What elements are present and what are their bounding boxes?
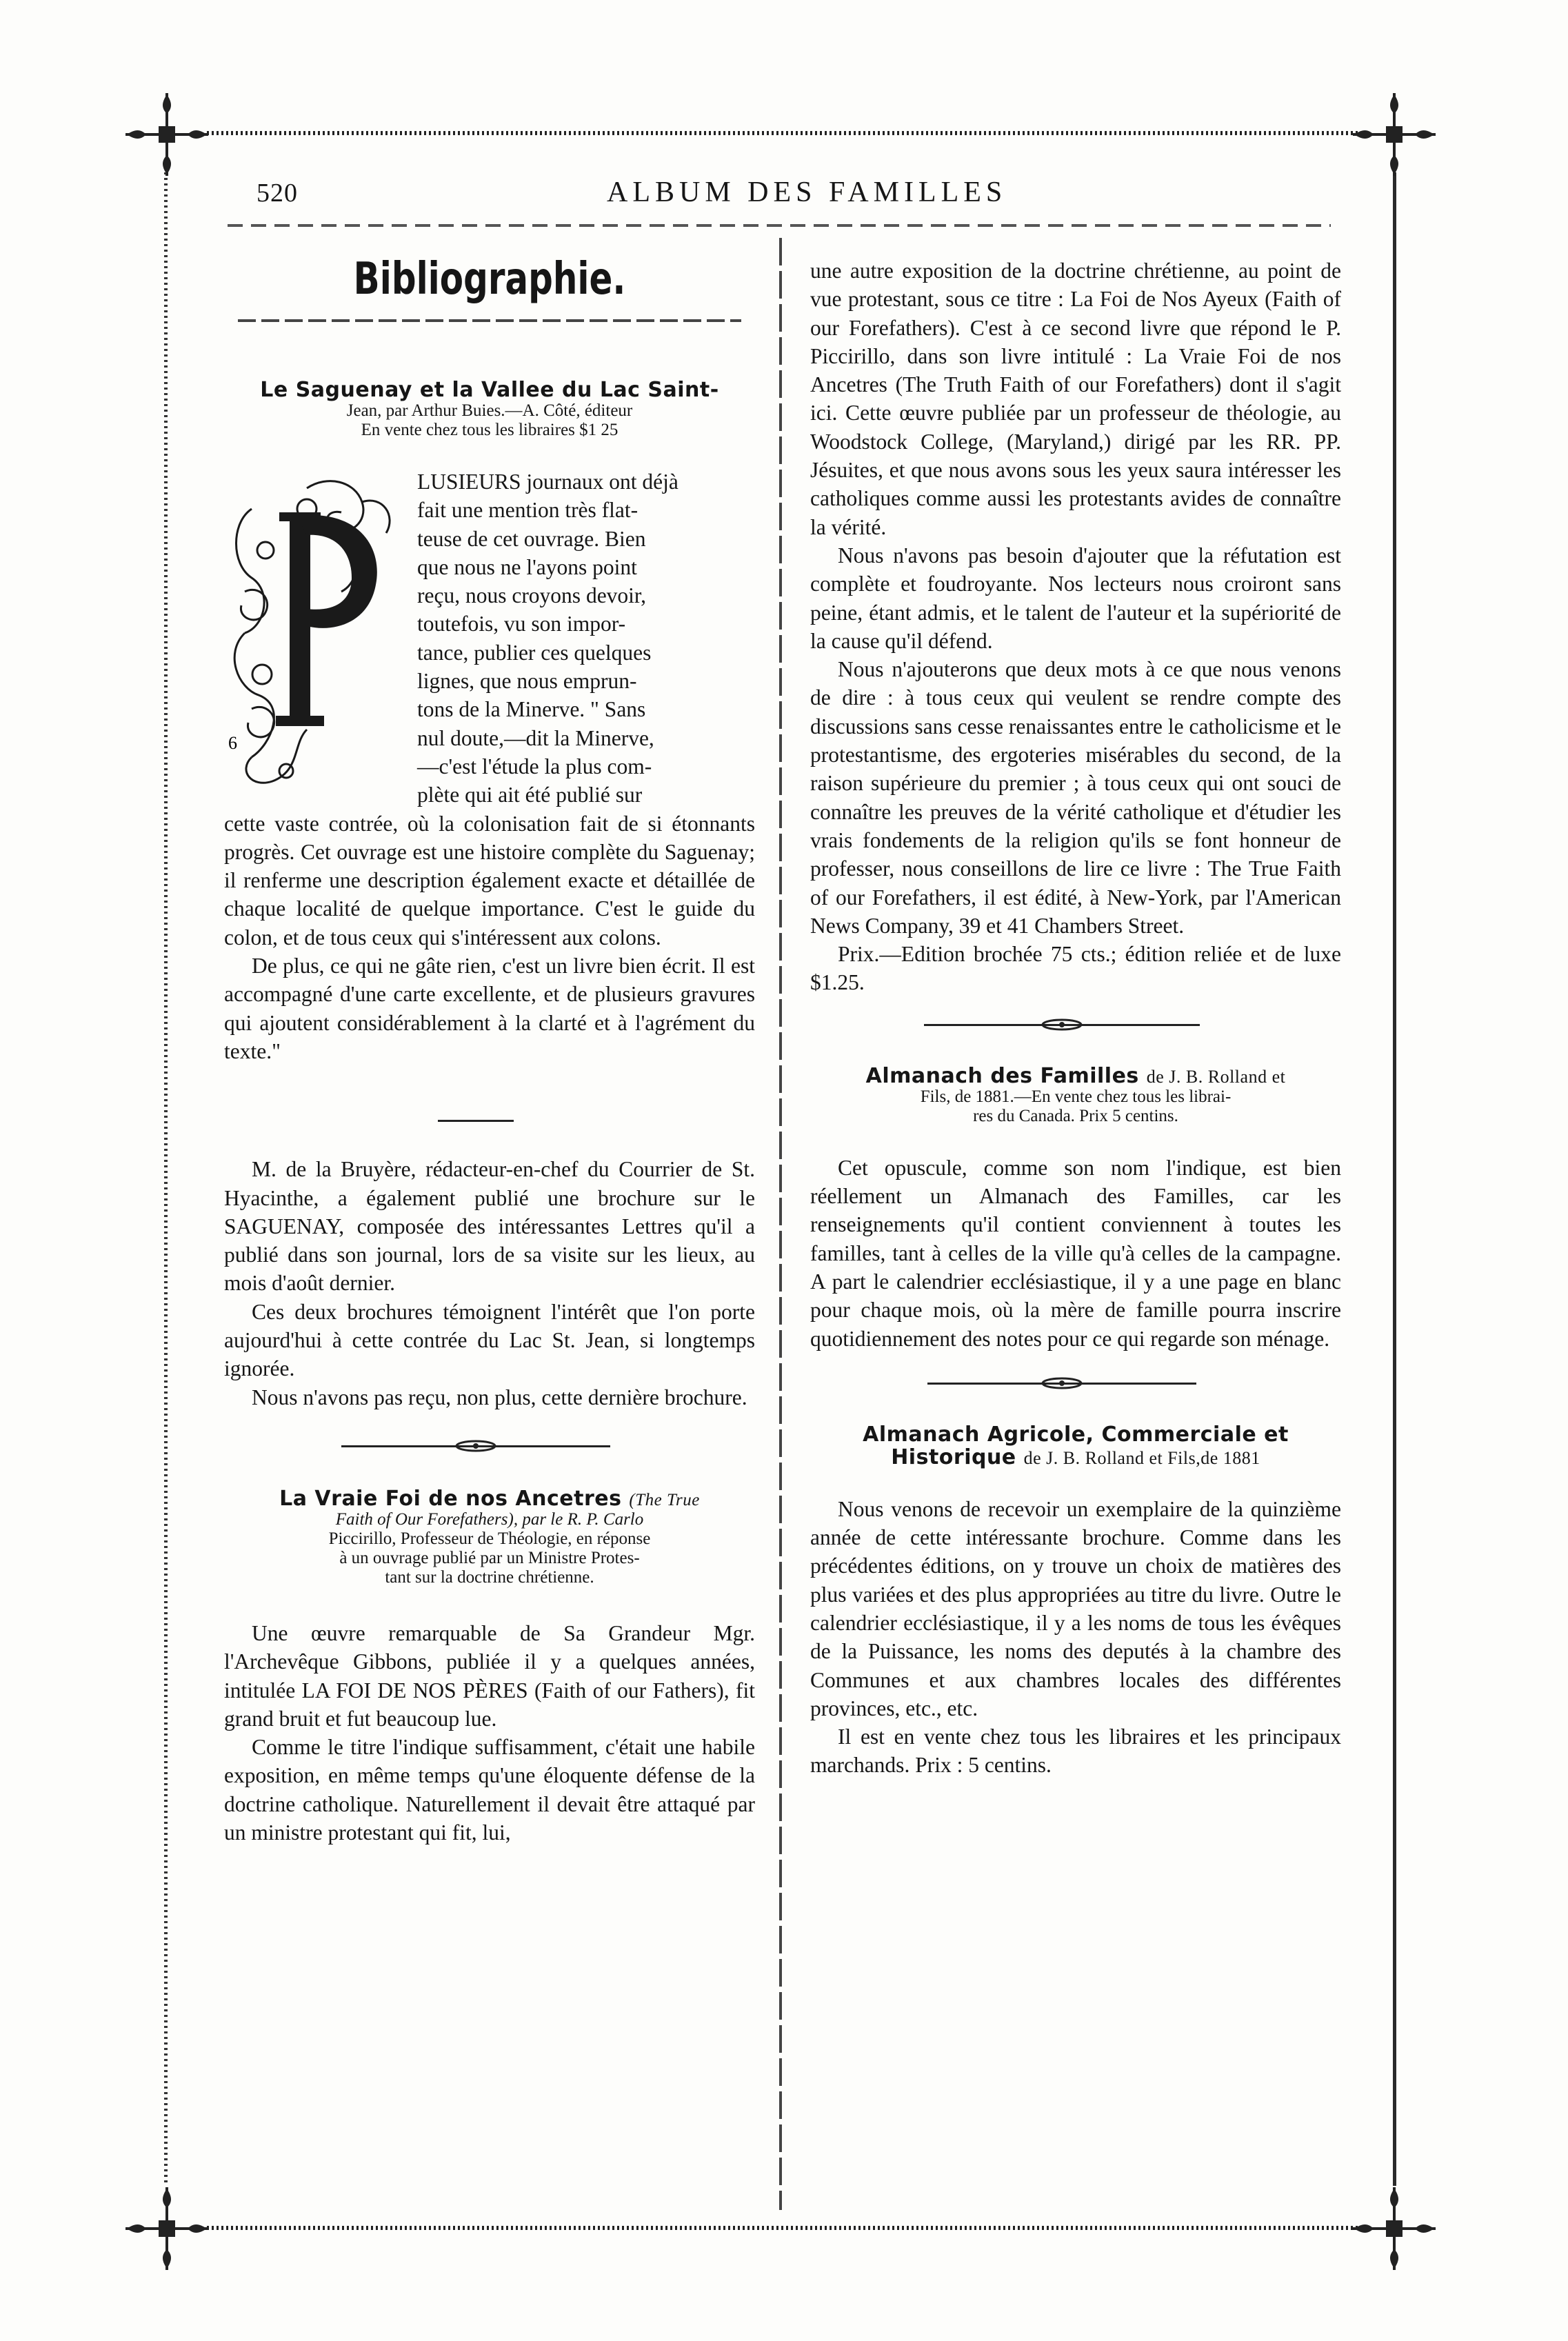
corner-ornament-icon [125,93,208,176]
running-title: ALBUM DES FAMILLES [607,177,1007,208]
text-line: lignes, que nous emprun- [417,669,637,694]
entry-title: La Vraie Foi de nos Ancetres (The True [279,1486,700,1511]
text-line: reçu, nous croyons devoir, [417,583,647,608]
right-column [810,257,1341,1780]
frame-top-rule [207,131,1365,135]
entry-subtitle: tant sur la doctrine chrétienne. [385,1567,594,1587]
entry-saguenay [224,379,755,440]
entry-subtitle: Fils, de 1881.—En vente chez tous les librai- [920,1087,1232,1106]
entry-title: Historique de J. B. Rolland et Fils,de 1881 [891,1445,1260,1469]
text-line: tons de la Minerve. " Sans [417,697,646,722]
paragraph: Nous venons de recevoir un exemplaire de la quinzième année de cette intéressante brochure. Comme dans les précédentes éditions, on y trouve un choix de matières des plus variées et des plus appropriées au titre du livre. Outre le calendrier ecclésiastique, il y a les noms de tous les évêques de la Puissance, les noms des deputés à la chambre des Communes et aux chambres locales des différentes provinces, etc., etc. [810,1496,1341,1720]
knot-ornament-icon [1041,1018,1083,1031]
review-saguenay [224,468,755,1065]
paragraph: Une œuvre remarquable de Sa Grandeur Mgr. l'Archevêque Gibbons, publiée il y a quelques années, intitulée LA FOI DE NOS PÈRES (Faith of our Fathers), fit grand bruit et fut beaucoup lue. [224,1620,755,1731]
entry-subtitle: Faith of Our Forefathers), par le R. P. Carlo [335,1509,644,1529]
entry-title: Almanach Agricole, Commerciale et [863,1422,1289,1447]
paragraph: De plus, ce qui ne gâte rien, c'est un livre bien écrit. Il est accompagné d'une carte excellente, et de plusieurs gravures qui ajoutent considérablement à la clarté et à l'agrément du texte." [224,954,755,1063]
separator [224,1107,755,1134]
knot-ornament-icon [1041,1377,1083,1389]
paragraph: Nous n'ajouterons que deux mots à ce que nous venons de dire : à tous ceux qui veulent se rendre compte des discussions sans cesse renaissantes entre le catholicisme et le protestantisme, des ergoteries misérables du second, de la raison supérieure du premier ; à tous ceux qui ont souci de connaître les preuves de la vérité catholique et d'étudier les vrais fondements de la religion qu'ils se font honneur de professer, nous conseillons de lire ce livre : The True Faith of our Forefathers, il est édité, à New-York, par l'American News Company, 39 et 41 Chambers Street. [810,657,1341,938]
review-almanach-agricole [810,1495,1341,1780]
paragraph: M. de la Bruyère, rédacteur-en-chef du Courrier de St. Hyacinthe, a également publié une brochure sur le SAGUENAY, composée des intéressantes Lettres qu'il a publié dans son journal, lors de sa visite sur les lieux, au mois d'août dernier. [224,1157,755,1296]
page-number: 520 [257,179,298,208]
frame-left-rule [164,172,168,2186]
ornamental-separator [810,1011,1341,1038]
entry-subtitle: à un ouvrage publié par un Ministre Protes- [339,1548,640,1567]
paragraph: Ces deux brochures témoignent l'intérêt que l'on porte aujourd'hui à cette contrée du Lac St. Jean, si longtemps ignorée. [224,1299,755,1381]
review-vraie-foi [224,1619,755,1847]
knot-ornament-icon [455,1440,496,1452]
entry-title: Almanach des Familles de J. B. Rolland et [865,1063,1286,1088]
review-bruyere [224,1155,755,1411]
svg-text:6: 6 [228,733,237,753]
column-divider [779,238,782,2210]
ornamental-separator [224,1432,755,1460]
text-line: teuse de cet ouvrage. Bien [417,526,646,551]
text-line: —c'est l'étude la plus com- [417,754,652,778]
ornamental-separator [810,1369,1341,1397]
left-column [224,245,755,1847]
paragraph: une autre exposition de la doctrine chrétienne, au point de vue protestant, sous ce titre : La Foi de Nos Ayeux (Faith of our Forefathers). C'est à ce second livre que répond le P. Piccirillo, dans son livre intitulé : La Vraie Foi de nos Ancetres (The Truth Faith of our Forefathers) dont il s'agit ici. Cette œuvre publiée par un professeur de théologie, au Woodstock College, (Maryland,) dirigé par les RR. PP. Jésuites, et que nous avons sous les yeux saura intéresser les catholiques comme aussi les protestants avides de connaître la vérité. [810,259,1341,539]
paragraph: Cet opuscule, comme son nom l'indique, est bien réellement un Almanach des Familles, car les renseignements qu'il contient conviennent à toutes les familles, tant à celles de la ville qu'à celles de la campagne. A part le calendrier ecclésiastique, il y a une page en blanc pour chaque mois, où la mère de famille pourra inscrire quotidiennement des notes pour ce qui regarde son ménage. [810,1155,1341,1351]
frame-bottom-rule [207,2226,1365,2230]
ornamental-letter-p-icon [224,468,410,792]
text-line: toutefois, vu son impor- [417,612,626,636]
header-rule [228,224,1331,227]
text-line: que nous ne l'ayons point [417,554,637,579]
text-line: nul doute,—dit la Minerve, [417,725,654,750]
paragraph: Nous n'avons pas reçu, non plus, cette dernière brochure. [252,1385,747,1409]
review-almanach-familles [810,1154,1341,1353]
entry-vraie-foi [224,1487,755,1587]
entry-subtitle: Piccirillo, Professeur de Théologie, en réponse [328,1529,651,1548]
paragraph: Prix.—Edition brochée 75 cts.; édition reliée et de luxe $1.25. [810,942,1341,995]
entry-title: Le Saguenay et la Vallee du Lac Saint- [260,378,719,402]
paragraph: Nous n'avons pas besoin d'ajouter que la réfutation est complète et foudroyante. Nos lecteurs nous croiront sans peine, étant admis, et le talent de l'auteur et la supériorité de la cause qu'il défend. [810,543,1341,653]
entry-subtitle: Jean, par Arthur Buies.—A. Côté, éditeur [346,401,633,420]
paragraph: Il est en vente chez tous les libraires et les principaux marchands. Prix : 5 centins. [810,1725,1341,1778]
frame-right-rule [1393,172,1396,2186]
text-line: LUSIEURS journaux ont déjà [417,470,679,494]
paragraph: Comme le titre l'indique suffisamment, c'était une habile exposition, en même temps qu'une éloquente défense de la doctrine catholique. Naturellement il devait être attaqué par un ministre protestant qui fit, lui, [224,1735,755,1845]
section-title: Bibliographie. [353,254,626,305]
text-line: plète qui ait été publié sur [417,783,643,807]
review-vraie-foi-continued [810,257,1341,997]
entry-subtitle: res du Canada. Prix 5 centins. [973,1106,1178,1125]
entry-almanach-agricole [810,1423,1341,1469]
corner-ornament-icon [1353,93,1436,176]
corner-ornament-icon [1353,2187,1436,2270]
text-line: fait une mention très flat- [417,498,639,523]
text-line: tance, publier ces quelques [417,640,652,665]
entry-subtitle: En vente chez tous les libraires $1 25 [361,421,619,439]
corner-ornament-icon [125,2187,208,2270]
entry-almanach-familles [810,1065,1341,1126]
paragraph: cette vaste contrée, où la colonisation fait de si étonnants progrès. Cet ouvrage est une histoire complète du Saguenay; il renferme une description également exacte et détaillée de chaque localité de quelque importance. C'est le guide du colon, et de tous ceux qui s'intéressent aux colons. [224,811,755,950]
dropcap [224,468,410,792]
